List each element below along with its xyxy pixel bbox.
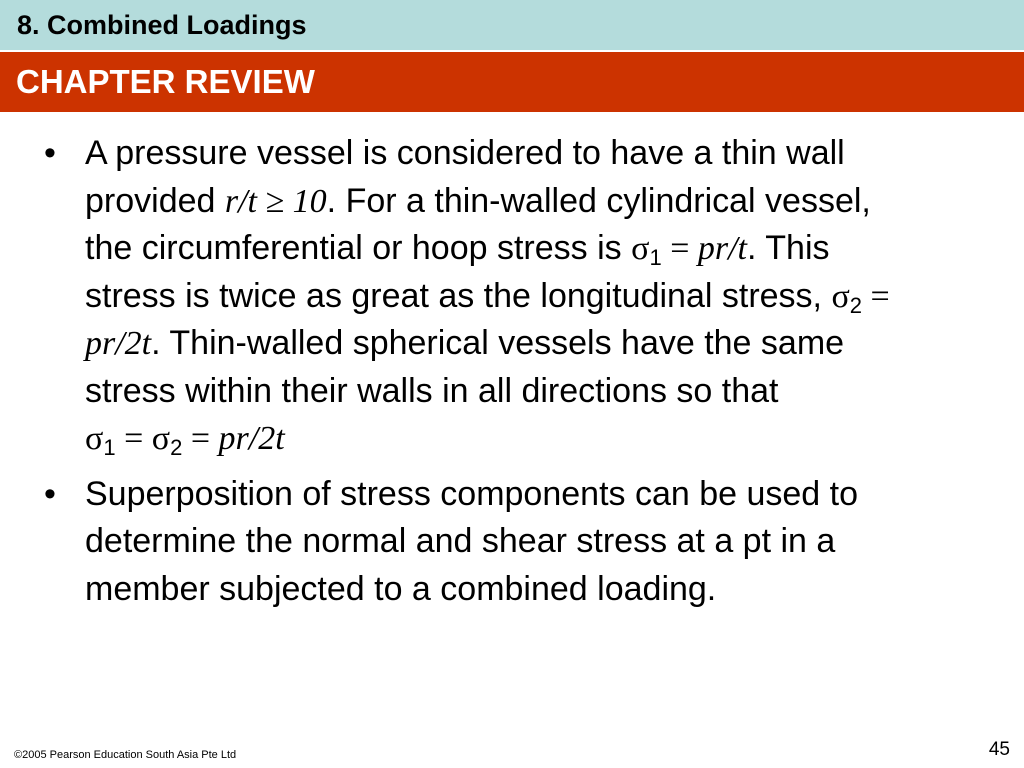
chapter-title: 8. Combined Loadings (17, 10, 307, 40)
bullet-text: . Thin-walled spherical vessels have the same stress within their walls in all directions so that (85, 324, 845, 410)
equals-sign: = (661, 230, 698, 267)
copyright-notice: ©2005 Pearson Education South Asia Pte Ltd (14, 749, 237, 761)
bullet-marker: • (44, 474, 56, 513)
spherical-stress-formula: pr/2t (218, 420, 285, 457)
bullet-list (40, 130, 920, 621)
sigma-symbol: σ (831, 277, 850, 315)
hoop-stress-formula: pr/t (697, 230, 747, 267)
subscript: 2 (849, 292, 863, 318)
bullet-item-superposition (40, 471, 920, 614)
bullet-item-thin-wall (40, 130, 920, 463)
thin-wall-condition: r/t ≥ 10 (224, 182, 327, 220)
bullet-text: Superposition of stress components can be used to determine the normal and shear stress at a pt in a member subjected to a combined loading. (85, 474, 859, 608)
sigma-symbol: σ (631, 230, 650, 267)
equals-sign: = (115, 420, 152, 457)
subscript: 1 (103, 435, 116, 460)
subscript: 2 (170, 435, 183, 460)
section-title: CHAPTER REVIEW (16, 63, 315, 100)
bullet-marker: • (44, 134, 56, 172)
longitudinal-stress-formula: pr/2t (85, 325, 152, 362)
bullet-text: . For a thin-walled cylindrical vessel, the circumferential or hoop stress is (85, 181, 871, 267)
subscript: 1 (649, 245, 662, 270)
sigma-symbol: σ (85, 420, 104, 457)
bullet-text: . This stress is twice as great as the longitudinal stress, (85, 229, 832, 315)
page-number: 45 (988, 739, 1010, 760)
section-header-bar (0, 52, 1024, 112)
chapter-header-bar (0, 0, 1024, 50)
sigma-symbol: σ (151, 420, 171, 457)
equals-sign: = (862, 277, 890, 315)
equals-sign: = (182, 420, 219, 457)
bullet-text: A pressure vessel is considered to have a thin wall provided (85, 134, 845, 220)
